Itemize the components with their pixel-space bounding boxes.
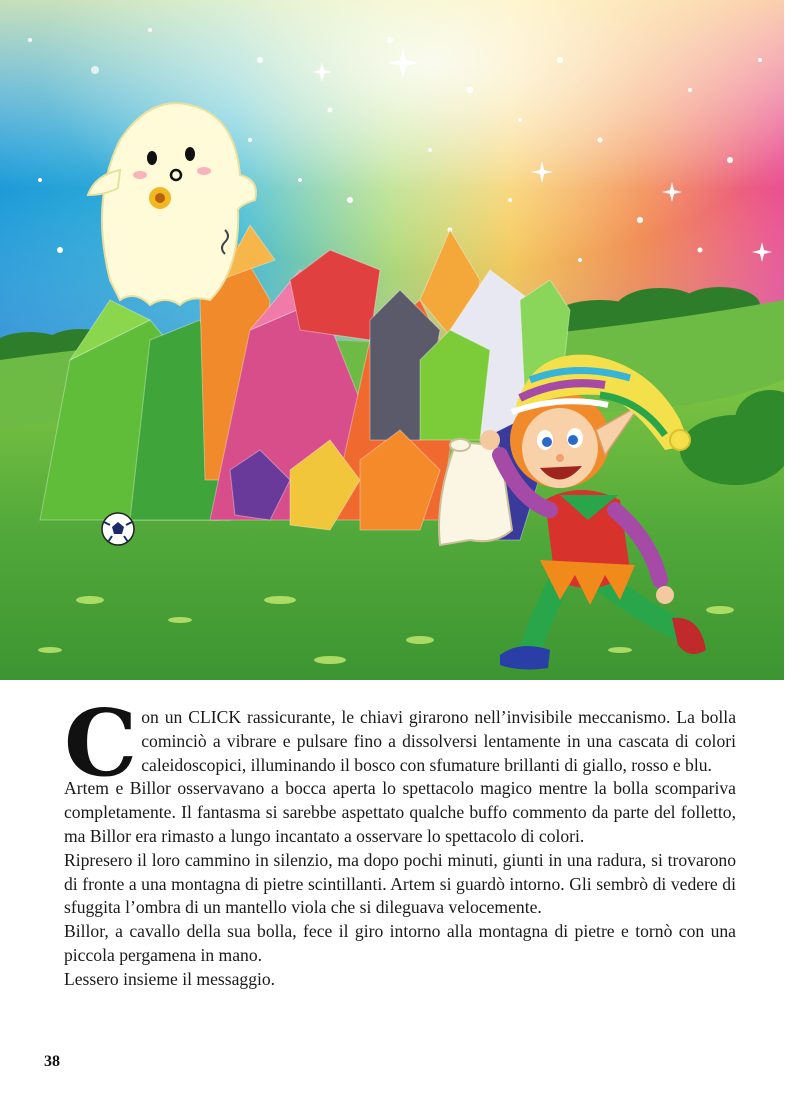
story-paragraph: Artem e Billor osservavano a bocca aperta lo spettacolo magico mentre la bolla scompariva completamente. Il fantasma si sarebbe aspettato qualche buffo commento da parte del folletto, ma Billor era rimasto a lungo incantato a osservare lo spettacolo di colori.: [64, 778, 736, 846]
drop-cap-letter: C: [64, 689, 138, 797]
story-paragraph: on un CLICK rassicurante, le chiavi girarono nell’invisibile meccanismo. La bolla cominciò a vibrare e pulsare fino a dissolversi lentamente in una cascata di colori caleidoscopici, illuminando il bosco con sfumature brillanti di giallo, rosso e blu.: [141, 707, 736, 775]
page-number: 38: [44, 1053, 60, 1070]
story-paragraph: Billor, a cavallo della sua bolla, fece il giro intorno alla montagna di pietre e tornò con una piccola pergamena in mano.: [64, 921, 736, 965]
story-paragraph: Lessero insieme il messaggio.: [64, 968, 276, 989]
soccer-ball-icon: [102, 513, 134, 545]
flower-icon: [149, 187, 171, 209]
story-text: [64, 689, 736, 992]
story-paragraph: Ripresero il loro cammino in silenzio, ma dopo pochi minuti, giunti in una radura, si trovarono di fronte a una montagna di pietre scintillanti. Artem si guardò intorno. Gli sembrò di vedere di sfuggita l’ombra di un mantello viola che si dileguava velocemente.: [64, 849, 736, 918]
